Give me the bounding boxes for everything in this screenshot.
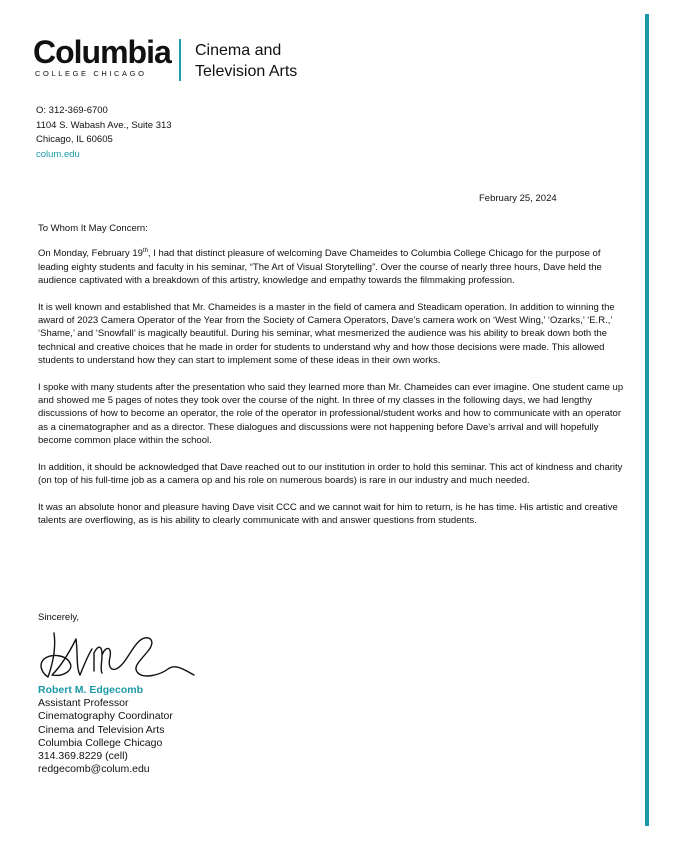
logo-divider bbox=[179, 39, 181, 81]
paragraph-3: I spoke with many students after the presentation who said they learned more than Mr. Chameides can ever imagine. One student came up and showed me 5 pages of notes they took over the course of the night. In three of my classes in the following days, we had lengthy discussions of how to become an operator, the role of the operator in professional/student works and how to communicate with an operator as a cinematographer and as a director. These dialogues and discussions were not happening before Dave’s arrival and will hopefully become common place within the school. bbox=[38, 381, 624, 447]
signer-department: Cinema and Television Arts bbox=[38, 723, 165, 736]
logo-wordmark: Columbia bbox=[33, 34, 171, 70]
paragraph-5: It was an absolute honor and pleasure having Dave visit CCC and we cannot wait for him to return, is he has time. His artistic and creative talents are overflowing, as is his ability to clearly communicate with and answer questions from students. bbox=[38, 501, 618, 526]
department-line-1: Cinema and bbox=[195, 42, 282, 59]
department-line-2: Television Arts bbox=[195, 63, 298, 80]
signer-name: Robert M. Edgecomb bbox=[38, 684, 144, 696]
closing: Sincerely, bbox=[38, 612, 80, 623]
signer-title: Assistant Professor bbox=[38, 697, 129, 710]
office-phone: O: 312-369-6700 bbox=[36, 105, 108, 116]
accent-rule bbox=[645, 14, 649, 826]
paragraph-2: It is well known and established that Mr. Chameides is a master in the field of camera and Steadicam operation. In addition to winning the award of 2023 Camera Operator of the Year from the Society of Camera Operators, Dave’s camera work on ‘West Wing,’ ‘Ozarks,’ ‘E.R.,’ ‘Shame,’ and ‘Snowfall’ is magically beautiful. During his seminar, what mesmerized the audience was his ability to break down both the technical and creative choices that he made in order for students to understand why and how those decisions were made. This allowed students to understand how they can start to implement some of these ideas in their own works. bbox=[38, 301, 615, 367]
signature-block bbox=[38, 684, 173, 776]
signer-email[interactable]: redgecomb@colum.edu bbox=[38, 763, 150, 776]
handwritten-signature bbox=[36, 625, 196, 685]
city-address: Chicago, IL 60605 bbox=[36, 134, 113, 145]
signer-role: Cinematography Coordinator bbox=[38, 710, 173, 723]
street-address: 1104 S. Wabash Ave., Suite 313 bbox=[36, 119, 172, 131]
department-name bbox=[195, 40, 297, 82]
letter-body bbox=[38, 222, 628, 540]
paragraph-1: On Monday, February 19th, I had that distinct pleasure of welcoming Dave Chameides to Columbia College Chicago for the purpose of leading eighty students and faculty in his seminar, “The Art of Visual Storytelling”. Over the course of nearly three hours, Dave held the audience captivated with a breakdown of this artistry, knowledge and empathy towards the filmmaking profession. bbox=[38, 248, 602, 287]
contact-block bbox=[36, 104, 172, 162]
signer-institution: Columbia College Chicago bbox=[38, 736, 163, 749]
logo-subtitle: COLLEGE CHICAGO bbox=[35, 69, 147, 78]
signer-phone: 314.369.8229 (cell) bbox=[38, 750, 128, 763]
salutation: To Whom It May Concern: bbox=[38, 223, 148, 234]
website-link[interactable]: colum.edu bbox=[36, 148, 80, 160]
paragraph-4: In addition, it should be acknowledged that Dave reached out to our institution in order to hold this seminar. This act of kindness and charity (on top of his full-time job as a camera op and his role on numerous boards) is rare in our industry and much needed. bbox=[38, 461, 623, 487]
letter-date: February 25, 2024 bbox=[479, 193, 557, 204]
